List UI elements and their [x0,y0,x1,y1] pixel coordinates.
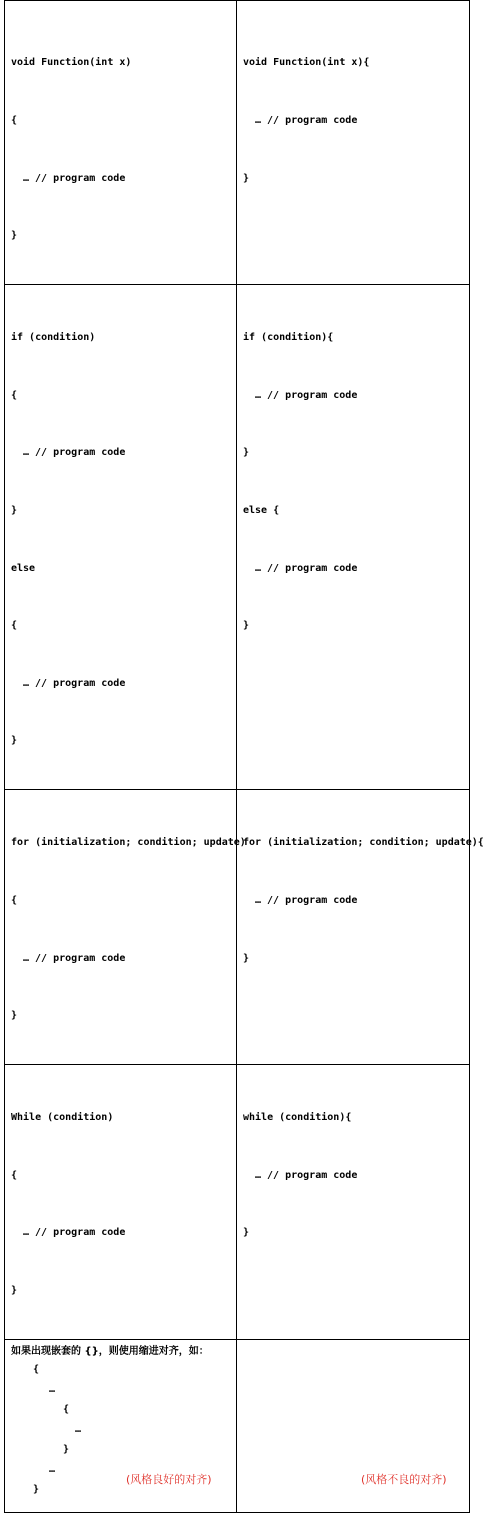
code-line: { [11,1169,18,1181]
code-line: } [33,1483,40,1495]
table-row-function [5,1,470,285]
code-line: } [243,447,250,459]
code-line: { [33,1363,40,1375]
code-line: } [243,1227,250,1239]
table-row-if-else [5,284,470,789]
code-line: if (condition) [11,332,96,344]
code-line: for (initialization; condition; update) [11,837,246,849]
cell-bad-nested [237,1339,470,1512]
cell-good-nested [5,1339,237,1512]
code-line: … // program code [255,389,358,401]
code-line: } [11,1010,18,1022]
code-line: While (condition) [11,1112,114,1124]
code-line: … // program code [255,894,358,906]
cell-good-while [5,1064,237,1339]
code-line: for (initialization; condition; update){ [243,837,484,849]
code-line: } [243,952,250,964]
code-line: { [63,1403,70,1415]
cell-good-function [5,1,237,285]
code-line: … [49,1383,56,1395]
code-line: void Function(int x){ [243,57,370,69]
table-row-nested [5,1339,470,1512]
code-line: else [11,562,36,574]
nested-heading: 如果出现嵌套的 {}，则使用缩进对齐，如： [11,1345,209,1357]
code-line: … // program code [23,447,126,459]
code-line: … // program code [255,1169,358,1181]
cell-bad-while [237,1064,470,1339]
code-line: { [11,389,18,401]
code-style-table [4,0,484,1513]
cell-good-if-else [5,284,237,789]
cell-bad-function [237,1,470,285]
code-line: if (condition){ [243,332,334,344]
nested-example [5,1362,236,1512]
code-line: … // program code [23,952,126,964]
code-line: { [11,894,18,906]
good-style-tag: (风格良好的对齐) [126,1472,212,1486]
code-line: } [11,230,18,242]
code-line: … [49,1463,56,1475]
code-line: … // program code [23,1227,126,1239]
code-line: } [243,172,250,184]
cell-bad-for [237,789,484,1064]
code-line: … [75,1423,82,1435]
cell-bad-if-else [237,284,470,789]
cell-good-for [5,789,246,1064]
code-line: while (condition){ [243,1112,352,1124]
code-line: } [11,735,18,747]
code-line: } [243,620,250,632]
code-line: } [11,504,18,516]
code-line: { [11,620,18,632]
table-row-for [5,789,470,1064]
table-row-while [5,1064,470,1339]
code-line: { [11,115,18,126]
code-line: else { [243,504,280,516]
code-line: } [63,1443,70,1455]
code-line: … // program code [255,115,358,126]
code-line: void Function(int x) [11,57,132,69]
code-line: … // program code [23,172,126,184]
code-line: } [11,1284,18,1296]
code-line: … // program code [255,562,358,574]
bad-style-tag: (风格不良的对齐) [361,1472,447,1486]
code-line: … // program code [23,677,126,689]
